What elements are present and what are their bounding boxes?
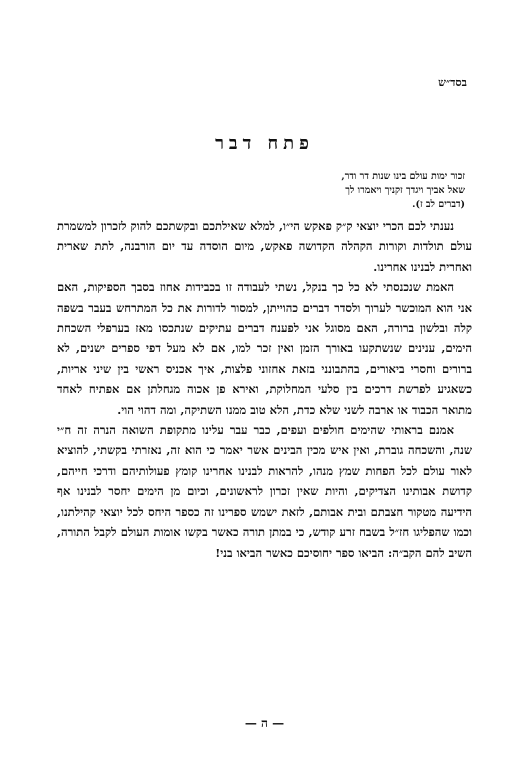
page-title: פתח דבר bbox=[215, 133, 314, 154]
verse-line: שאל אביך ויגדך זקניך ויאמרו לך bbox=[345, 185, 465, 196]
epigraph-verse bbox=[135, 170, 465, 212]
paragraph: האמת שנכנסתי לא כל כך בנקל, נשתי לעבודה זו בכבידות אחוז בסבך הספיקות, האם אני הוא המוכשר לערוך ולסדר דברים כהוייתן, למסור לדורות את כל המתרחש בעבר בשפה קלה ובלשון ברורה, האם מסוגל אני לפענח דברים עתיקים שנתכסו מאז בערפלי השכחת הימים, ענינים שנשתקעו באורך הזמן ואין זכר למו, אם לא מעל דפי ספרים ישנים, לא ברורים וחסרי ביאורים, בהתבונני בזאת אחזוני פלצות, איך אכניס ראשי בין שיני אריות, כשאגיע לפרשת דרכים בין סלעי המחלוקת, ואירא פן אכוה מגחלתן אם אפתיח לאחד מתואר הכבוד או ארבה לשני שלא כדת, הלא טוב ממנו השתיקה, ומה דהוי הוי. bbox=[57, 280, 472, 417]
paragraph: נענתי לכם הכרי יוצאי ק״ק פאקש הי״ו, למלא שאילתכם ובקשתכם להוק לזכרון למשמרת עולם תולדות וקורות הקהלה הקדושה פאקש, מיום הוסדה עד יום הורבנה, לתת שארית ואחרית לבנינו אחרינו. bbox=[57, 219, 472, 274]
paragraph: אמנם בראותי שהימים חולפים ועפים, כבר עבר עלינו מתקופת השואה הנרה זה ח״י שנה, והשכחה גוברת, ואין איש מכין הבינים אשר יאמר כי הוא זה, נאזרתי בקשתי, להוציא לאור עולם לכל הפחות שמץ מנהו, להראות לבנינו אחרינו קומץ פעולותיהם ודרכי חייהם, קדושת אבותינו הצדיקים, והיות שאין זכרון לראשונים, וכיום מן הימים יחסר לבנינו אף הידיעה מטקור חצבתם ובית אבותם, לזאת ישמש ספרינו זה כספר היחס לכל יוצאי קהילתנו, וכמו שהפליגו חז״ל בשבח זרע קודש, כי במתן תורה כאשר בקשו אומות העולם לקבל התורה, השיב להם הקב״ה: הביאו ספר יחוסיכם כאשר הביאו בני! bbox=[57, 423, 472, 560]
body-text bbox=[57, 216, 472, 563]
page-number: — ה — bbox=[244, 716, 285, 730]
verse-source: (דברים לב ז). bbox=[412, 199, 465, 210]
verse-line: זכור ימות עולם בינו שנות דר ודר, bbox=[341, 171, 465, 182]
bsd-header: בסד״ש bbox=[438, 76, 467, 89]
